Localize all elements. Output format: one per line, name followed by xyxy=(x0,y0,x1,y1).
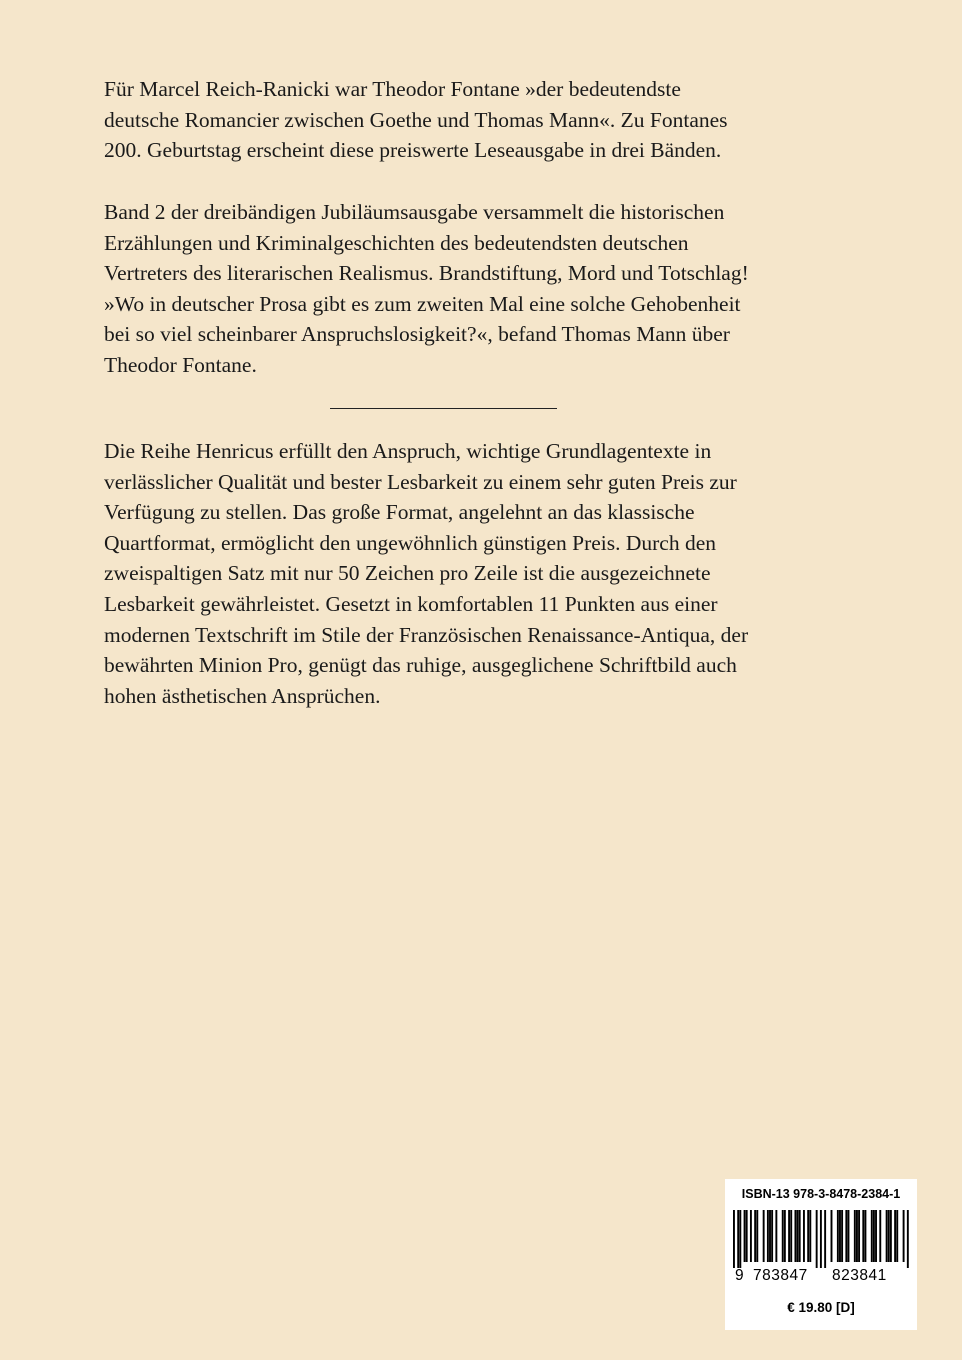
barcode-bar xyxy=(856,1210,858,1262)
barcode-bar xyxy=(890,1210,892,1262)
barcode-bar xyxy=(839,1210,841,1262)
barcode-bar xyxy=(903,1210,905,1262)
series-info-paragraph xyxy=(104,436,824,711)
barcode-bar xyxy=(858,1210,860,1262)
barcode-bar xyxy=(894,1210,896,1262)
barcode-digit-lead: 9 xyxy=(735,1267,744,1284)
barcode-digits-left: 783847 xyxy=(753,1267,808,1284)
section-divider xyxy=(330,408,557,409)
price-text: € 19.80 [D] xyxy=(787,1300,855,1315)
barcode-label xyxy=(725,1179,917,1330)
barcode-bar xyxy=(733,1210,735,1268)
barcode-bar xyxy=(754,1210,756,1262)
barcode-bar xyxy=(854,1210,856,1262)
barcode-bar xyxy=(886,1210,888,1262)
barcode-bar xyxy=(797,1210,799,1262)
barcode-bar xyxy=(771,1210,773,1262)
text-line: bewährten Minion Pro, genügt das ruhige, ausgeglichene Schriftbild auch xyxy=(104,653,737,678)
barcode-bar xyxy=(845,1210,847,1262)
barcode-bar xyxy=(769,1210,771,1262)
barcode-digits xyxy=(725,1267,917,1287)
barcode-bar xyxy=(873,1210,875,1262)
barcode-bar xyxy=(756,1210,758,1262)
barcode-bar xyxy=(864,1210,866,1262)
barcode-bar xyxy=(803,1210,805,1262)
isbn-text: ISBN-13 978-3-8478-2384-1 xyxy=(741,1187,901,1201)
text-line: bei so viel scheinbarer Anspruchslosigkeit?«, befand Thomas Mann über xyxy=(104,322,730,347)
barcode-bar xyxy=(831,1210,833,1262)
text-line: 200. Geburtstag erscheint diese preiswerte Leseausgabe in drei Bänden. xyxy=(104,138,722,163)
barcode-bar xyxy=(871,1210,873,1262)
barcode-bar xyxy=(824,1210,826,1268)
barcode-bar xyxy=(799,1210,801,1262)
barcode-bar xyxy=(841,1210,843,1262)
barcode-digits-right: 823841 xyxy=(832,1267,887,1284)
barcode-image xyxy=(733,1210,909,1268)
text-line: Verfügung zu stellen. Das große Format, angelehnt an das klassische xyxy=(104,500,695,525)
text-line: Vertreters des literarischen Realismus. Brandstiftung, Mord und Totschlag! xyxy=(104,261,749,286)
barcode-bars xyxy=(733,1210,909,1268)
barcode-bar xyxy=(750,1210,752,1262)
barcode-bar xyxy=(879,1210,881,1262)
text-line: Band 2 der dreibändigen Jubiläumsausgabe versammelt die historischen xyxy=(104,200,725,224)
barcode-bar xyxy=(744,1210,746,1262)
barcode-bar xyxy=(848,1210,850,1262)
barcode-bar xyxy=(907,1210,909,1268)
barcode-bar xyxy=(788,1210,790,1262)
barcode-bar xyxy=(820,1210,822,1268)
text-line: Für Marcel Reich-Ranicki war Theodor Fontane »der bedeutendste xyxy=(104,77,681,101)
barcode-bar xyxy=(807,1210,809,1262)
barcode-bar xyxy=(746,1210,748,1262)
text-line: verlässlicher Qualität und bester Lesbarkeit zu einem sehr guten Preis zur xyxy=(104,469,737,494)
text-line: Die Reihe Henricus erfüllt den Anspruch, wichtige Grundlagentexte in xyxy=(104,439,712,463)
barcode-bar xyxy=(794,1210,796,1262)
text-line: zweispaltigen Satz mit nur 50 Zeichen pro Zeile ist die ausgezeichnete xyxy=(104,561,711,586)
barcode-bar xyxy=(739,1210,741,1268)
description-paragraph xyxy=(104,197,824,381)
text-line: Lesbarkeit gewährleistet. Gesetzt in komfortablen 11 Punkten aus einer xyxy=(104,591,718,616)
text-line: Theodor Fontane. xyxy=(104,352,257,377)
barcode-bar xyxy=(737,1210,739,1268)
barcode-bar xyxy=(763,1210,765,1262)
barcode-bar xyxy=(875,1210,877,1262)
text-line: modernen Textschrift im Stile der Französischen Renaissance-Antiqua, der xyxy=(104,622,749,647)
barcode-bar xyxy=(790,1210,792,1262)
text-line: »Wo in deutscher Prosa gibt es zum zweiten Mal eine solche Gehobenheit xyxy=(104,291,741,316)
intro-paragraph xyxy=(104,74,824,166)
barcode-bar xyxy=(837,1210,839,1262)
barcode-bar xyxy=(784,1210,786,1262)
barcode-bar xyxy=(862,1210,864,1262)
text-line: deutsche Romancier zwischen Goethe und Thomas Mann«. Zu Fontanes xyxy=(104,107,728,132)
barcode-bar xyxy=(816,1210,818,1268)
barcode-bar xyxy=(896,1210,898,1262)
barcode-bar xyxy=(809,1210,811,1262)
barcode-bar xyxy=(775,1210,777,1262)
text-line: Erzählungen und Kriminalgeschichten des bedeutendsten deutschen xyxy=(104,230,689,255)
barcode-bar xyxy=(767,1210,769,1262)
text-line: hohen ästhetischen Ansprüchen. xyxy=(104,683,381,708)
text-line: Quartformat, ermöglicht den ungewöhnlich günstigen Preis. Durch den xyxy=(104,530,717,555)
barcode-bar xyxy=(888,1210,890,1262)
barcode-bar xyxy=(782,1210,784,1262)
